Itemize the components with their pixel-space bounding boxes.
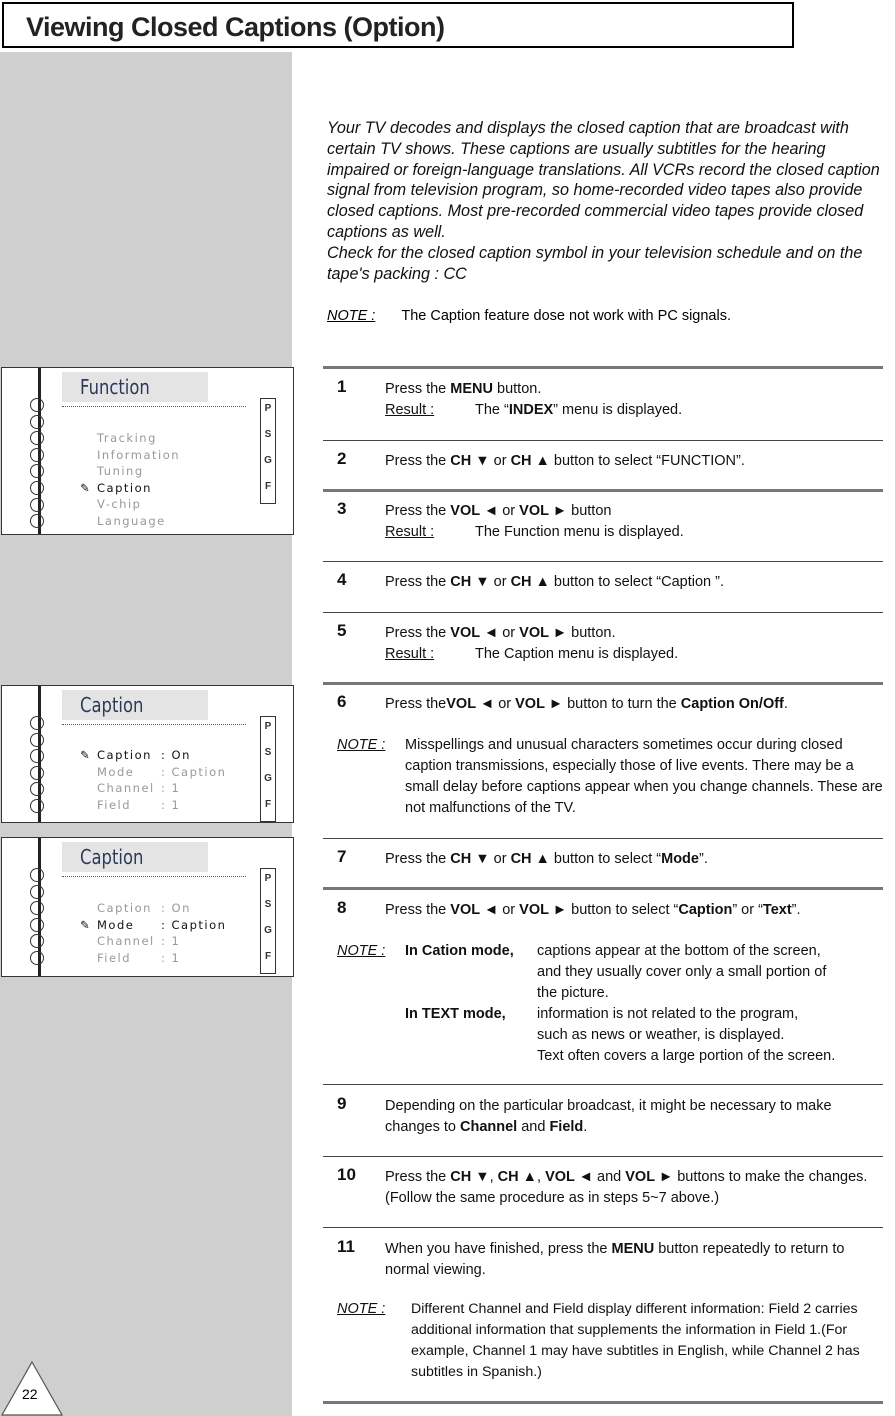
- step-number: 2: [337, 449, 347, 468]
- step-number: 5: [337, 621, 347, 640]
- tab-g: G: [264, 773, 272, 784]
- menu-row-caption: Caption : On: [97, 901, 191, 915]
- intro-paragraph-2: Check for the closed caption symbol in your television schedule and on the tape's packing : CC: [327, 243, 863, 283]
- dotted-divider: [62, 876, 246, 877]
- menu-row-mode: Mode : Caption: [97, 764, 227, 779]
- step-text: Press the CH ▼, CH ▲, VOL ◄ and VOL ► buttons to make the changes. (Follow the same procedure as in steps 5~7 above.): [385, 1169, 868, 1206]
- step-note: NOTE : In Cation mode, captions appear at the bottom of the screen, and they usually cover only a small portion of the picture. In TEXT mode, information is not related to the program, such as news or weather, is displayed. Text often covers a large portion of the screen.: [337, 943, 836, 1064]
- caption-menu-list: [80, 748, 226, 814]
- intro-paragraph-1: Your TV decodes and displays the closed caption that are broadcast with certain TV shows. These captions are usually subtitles for the hearing impaired or foreign-language translations. All VCRs record the closed caption signal from television program, so home-recorded video tapes also provide closed captions. Most pre-recorded commercial video tapes provide closed captions as well.: [327, 119, 880, 241]
- binder-rings: [30, 716, 50, 816]
- menu-item-caption: ✎ Caption: [80, 480, 152, 495]
- tab-s: S: [264, 899, 272, 910]
- page-title: Viewing Closed Captions (Option): [26, 12, 445, 42]
- pencil-icon: ✎: [80, 748, 92, 762]
- step-divider: [323, 561, 883, 562]
- caption-menu-list: [80, 901, 226, 967]
- pencil-icon: ✎: [80, 480, 92, 495]
- menu-item-tracking: Tracking: [97, 431, 157, 445]
- tab-p: P: [264, 403, 272, 414]
- step-result: Result : The Caption menu is displayed.: [385, 646, 679, 662]
- note-label: NOTE :: [327, 308, 376, 324]
- tab-f: F: [264, 481, 272, 492]
- tab-s: S: [264, 747, 272, 758]
- tab-s: S: [264, 429, 272, 440]
- menu-item-information: Information: [97, 447, 181, 462]
- step-result: Result : The Function menu is displayed.: [385, 524, 684, 540]
- step-text: Press the VOL ◄ or VOL ► button to select “Caption” or “Text”.: [385, 902, 801, 918]
- step-number: 4: [337, 570, 347, 589]
- menu-row-channel: Channel : 1: [97, 781, 181, 796]
- step-divider: [323, 1401, 883, 1404]
- menu-title: Caption: [62, 690, 208, 720]
- step-number: 9: [337, 1094, 347, 1113]
- menu-tabs: [260, 868, 276, 974]
- tab-f: F: [264, 799, 272, 810]
- step-result: Result : The “INDEX” menu is displayed.: [385, 402, 683, 418]
- menu-tabs: [260, 398, 276, 504]
- intro-text: [327, 118, 887, 284]
- step-divider: [323, 440, 883, 441]
- step-text: Press the VOL ◄ or VOL ► button.: [385, 625, 616, 641]
- tab-g: G: [264, 455, 272, 466]
- menu-row-mode: ✎ Mode : Caption: [80, 917, 227, 932]
- function-menu-screen: [1, 367, 294, 535]
- page-number: 22: [22, 1386, 38, 1402]
- step-text: Press theVOL ◄ or VOL ► button to turn the Caption On/Off.: [385, 696, 788, 712]
- menu-item-language: Language: [97, 513, 166, 528]
- step-text: Press the MENU button.: [385, 381, 542, 397]
- tab-p: P: [264, 873, 272, 884]
- menu-tabs: [260, 716, 276, 822]
- binder-rings: [30, 868, 50, 968]
- menu-item-vchip: V-chip: [97, 497, 142, 512]
- note-text: The Caption feature dose not work with PC signals.: [401, 308, 731, 324]
- step-text: When you have finished, press the MENU button repeatedly to return to normal viewing.: [385, 1241, 845, 1278]
- pencil-icon: ✎: [80, 917, 92, 932]
- menu-item-tuning: Tuning: [97, 464, 144, 479]
- step-number: 10: [337, 1165, 356, 1184]
- dotted-divider: [62, 724, 246, 725]
- step-number: 6: [337, 692, 347, 711]
- step-number: 11: [337, 1237, 355, 1256]
- step-divider: [323, 838, 883, 839]
- caption-menu-screen-2: [1, 837, 294, 977]
- step-divider: [323, 1156, 883, 1157]
- step-number: 3: [337, 499, 347, 518]
- menu-title: Caption: [62, 842, 208, 872]
- step-divider: [323, 489, 883, 492]
- step-divider: [323, 887, 883, 890]
- menu-row-channel: Channel : 1: [97, 934, 181, 949]
- tab-g: G: [264, 925, 272, 936]
- step-text: Press the VOL ◄ or VOL ► button: [385, 503, 612, 519]
- step-number: 7: [337, 847, 347, 866]
- page-title-box: [2, 2, 794, 48]
- step-divider: [323, 612, 883, 613]
- menu-row-field: Field : 1: [97, 797, 181, 812]
- menu-title: Function: [62, 372, 208, 402]
- step-divider: [323, 682, 883, 685]
- step-divider: [323, 366, 883, 369]
- binder-rings: [30, 398, 50, 531]
- step-divider: [323, 1084, 883, 1085]
- tab-p: P: [264, 721, 272, 732]
- menu-row-caption: ✎ Caption : On: [80, 748, 191, 762]
- intro-note: [327, 308, 731, 324]
- function-menu-list: [80, 431, 180, 531]
- step-number: 8: [337, 898, 347, 917]
- caption-menu-screen-1: [1, 685, 294, 823]
- tab-f: F: [264, 951, 272, 962]
- step-divider: [323, 1227, 883, 1228]
- menu-row-field: Field : 1: [97, 950, 181, 965]
- step-number: 1: [337, 377, 347, 396]
- step-text: Press the CH ▼ or CH ▲ button to select “FUNCTION”.: [385, 453, 745, 469]
- step-text: Press the CH ▼ or CH ▲ button to select “Caption ”.: [385, 574, 724, 590]
- step-text: Press the CH ▼ or CH ▲ button to select “Mode”.: [385, 851, 708, 867]
- dotted-divider: [62, 406, 246, 407]
- step-text: Depending on the particular broadcast, it might be necessary to make changes to Channel and Field.: [385, 1098, 832, 1135]
